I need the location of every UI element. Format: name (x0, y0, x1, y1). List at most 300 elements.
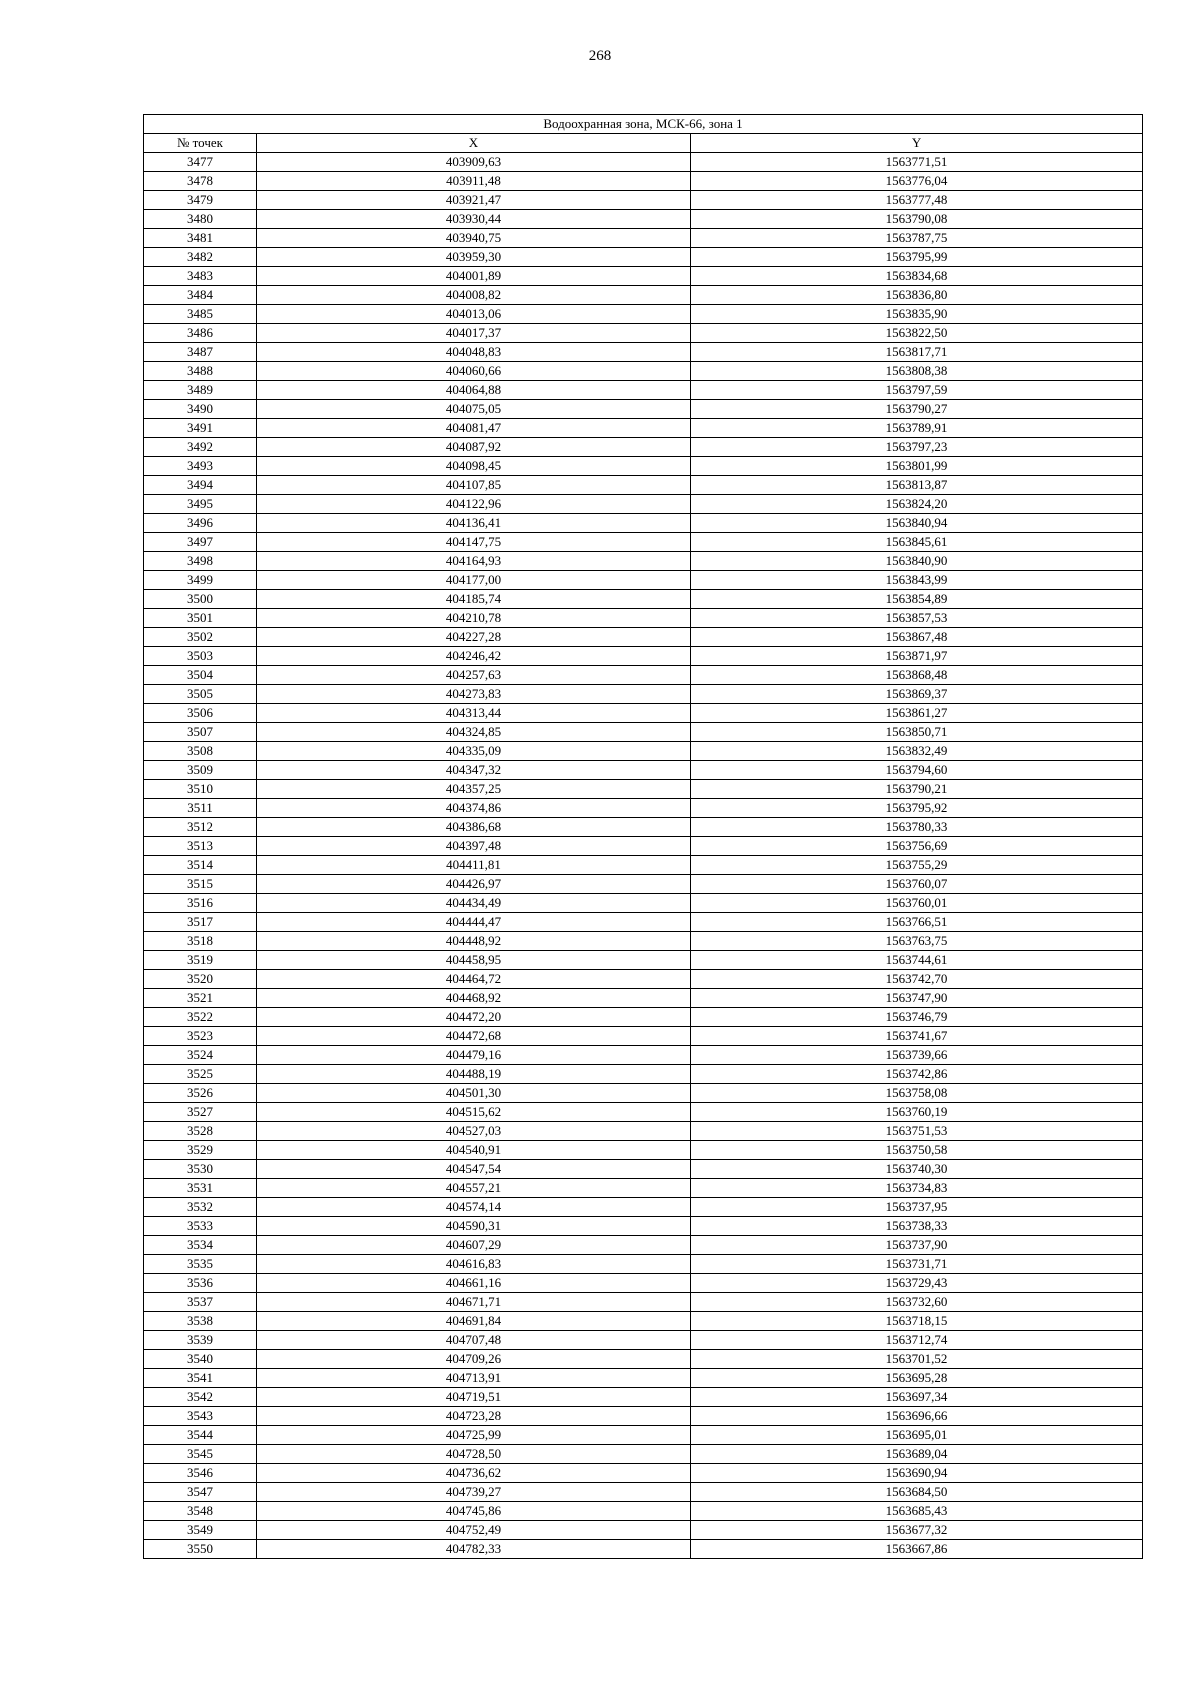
cell-y: 1563697,34 (691, 1388, 1143, 1407)
column-header-x: X (257, 134, 691, 153)
cell-y: 1563732,60 (691, 1293, 1143, 1312)
table-row (144, 362, 1143, 381)
cell-x: 404087,92 (257, 438, 691, 457)
table-row (144, 229, 1143, 248)
cell-point-number: 3524 (144, 1046, 257, 1065)
table-title-row (144, 115, 1143, 134)
cell-y: 1563780,33 (691, 818, 1143, 837)
cell-y: 1563832,49 (691, 742, 1143, 761)
cell-point-number: 3485 (144, 305, 257, 324)
cell-point-number: 3507 (144, 723, 257, 742)
cell-x: 404147,75 (257, 533, 691, 552)
cell-x: 403959,30 (257, 248, 691, 267)
cell-y: 1563861,27 (691, 704, 1143, 723)
cell-point-number: 3533 (144, 1217, 257, 1236)
cell-y: 1563871,97 (691, 647, 1143, 666)
table-row (144, 666, 1143, 685)
cell-y: 1563794,60 (691, 761, 1143, 780)
cell-x: 404136,41 (257, 514, 691, 533)
cell-point-number: 3512 (144, 818, 257, 837)
cell-x: 404458,95 (257, 951, 691, 970)
table-row (144, 1065, 1143, 1084)
cell-point-number: 3547 (144, 1483, 257, 1502)
cell-y: 1563850,71 (691, 723, 1143, 742)
table-row (144, 1293, 1143, 1312)
cell-x: 404472,68 (257, 1027, 691, 1046)
cell-point-number: 3479 (144, 191, 257, 210)
cell-y: 1563822,50 (691, 324, 1143, 343)
cell-x: 404227,28 (257, 628, 691, 647)
cell-y: 1563845,61 (691, 533, 1143, 552)
cell-x: 404464,72 (257, 970, 691, 989)
cell-point-number: 3477 (144, 153, 257, 172)
cell-y: 1563758,08 (691, 1084, 1143, 1103)
table-row (144, 932, 1143, 951)
cell-point-number: 3543 (144, 1407, 257, 1426)
cell-point-number: 3504 (144, 666, 257, 685)
cell-point-number: 3550 (144, 1540, 257, 1559)
cell-y: 1563835,90 (691, 305, 1143, 324)
table-row (144, 1122, 1143, 1141)
table-row (144, 1084, 1143, 1103)
cell-x: 404060,66 (257, 362, 691, 381)
table-row (144, 1046, 1143, 1065)
cell-y: 1563755,29 (691, 856, 1143, 875)
cell-x: 404122,96 (257, 495, 691, 514)
cell-x: 404397,48 (257, 837, 691, 856)
cell-point-number: 3505 (144, 685, 257, 704)
cell-point-number: 3532 (144, 1198, 257, 1217)
cell-point-number: 3523 (144, 1027, 257, 1046)
table-row (144, 1369, 1143, 1388)
cell-point-number: 3542 (144, 1388, 257, 1407)
cell-y: 1563808,38 (691, 362, 1143, 381)
cell-point-number: 3495 (144, 495, 257, 514)
cell-y: 1563797,59 (691, 381, 1143, 400)
cell-y: 1563756,69 (691, 837, 1143, 856)
table-row (144, 1312, 1143, 1331)
cell-x: 404745,86 (257, 1502, 691, 1521)
cell-point-number: 3480 (144, 210, 257, 229)
cell-x: 404210,78 (257, 609, 691, 628)
table-row (144, 1521, 1143, 1540)
cell-y: 1563751,53 (691, 1122, 1143, 1141)
cell-x: 404017,37 (257, 324, 691, 343)
cell-x: 404752,49 (257, 1521, 691, 1540)
table-row (144, 1008, 1143, 1027)
table-row (144, 1141, 1143, 1160)
table-row (144, 267, 1143, 286)
cell-y: 1563867,48 (691, 628, 1143, 647)
cell-x: 404590,31 (257, 1217, 691, 1236)
cell-x: 404444,47 (257, 913, 691, 932)
cell-point-number: 3488 (144, 362, 257, 381)
cell-x: 404324,85 (257, 723, 691, 742)
cell-point-number: 3546 (144, 1464, 257, 1483)
table-row (144, 1350, 1143, 1369)
table-row (144, 590, 1143, 609)
cell-y: 1563801,99 (691, 457, 1143, 476)
table-row (144, 780, 1143, 799)
table-row (144, 552, 1143, 571)
table-title: Водоохранная зона, МСК-66, зона 1 (144, 115, 1143, 134)
table-row (144, 400, 1143, 419)
cell-point-number: 3518 (144, 932, 257, 951)
table-row (144, 1388, 1143, 1407)
cell-point-number: 3482 (144, 248, 257, 267)
cell-y: 1563701,52 (691, 1350, 1143, 1369)
table-header-row (144, 134, 1143, 153)
table-row (144, 1502, 1143, 1521)
cell-point-number: 3521 (144, 989, 257, 1008)
cell-x: 404707,48 (257, 1331, 691, 1350)
cell-y: 1563840,90 (691, 552, 1143, 571)
cell-x: 404728,50 (257, 1445, 691, 1464)
cell-point-number: 3496 (144, 514, 257, 533)
cell-point-number: 3490 (144, 400, 257, 419)
cell-point-number: 3516 (144, 894, 257, 913)
cell-y: 1563737,95 (691, 1198, 1143, 1217)
cell-y: 1563789,91 (691, 419, 1143, 438)
cell-y: 1563843,99 (691, 571, 1143, 590)
cell-x: 404713,91 (257, 1369, 691, 1388)
cell-x: 404540,91 (257, 1141, 691, 1160)
cell-x: 404547,54 (257, 1160, 691, 1179)
table-row (144, 1198, 1143, 1217)
cell-y: 1563696,66 (691, 1407, 1143, 1426)
cell-x: 404691,84 (257, 1312, 691, 1331)
table-row (144, 305, 1143, 324)
cell-x: 404246,42 (257, 647, 691, 666)
table-row (144, 1445, 1143, 1464)
table-row (144, 1217, 1143, 1236)
cell-x: 404719,51 (257, 1388, 691, 1407)
cell-x: 404574,14 (257, 1198, 691, 1217)
table-row (144, 495, 1143, 514)
cell-point-number: 3517 (144, 913, 257, 932)
cell-y: 1563766,51 (691, 913, 1143, 932)
cell-point-number: 3529 (144, 1141, 257, 1160)
cell-x: 404008,82 (257, 286, 691, 305)
table-row (144, 1274, 1143, 1293)
cell-x: 404081,47 (257, 419, 691, 438)
cell-point-number: 3531 (144, 1179, 257, 1198)
cell-point-number: 3491 (144, 419, 257, 438)
cell-point-number: 3536 (144, 1274, 257, 1293)
cell-y: 1563813,87 (691, 476, 1143, 495)
cell-x: 403909,63 (257, 153, 691, 172)
cell-y: 1563771,51 (691, 153, 1143, 172)
table-row (144, 799, 1143, 818)
table-row (144, 1331, 1143, 1350)
cell-y: 1563689,04 (691, 1445, 1143, 1464)
cell-point-number: 3506 (144, 704, 257, 723)
cell-y: 1563685,43 (691, 1502, 1143, 1521)
cell-point-number: 3484 (144, 286, 257, 305)
column-header-y: Y (691, 134, 1143, 153)
cell-x: 403940,75 (257, 229, 691, 248)
cell-y: 1563739,66 (691, 1046, 1143, 1065)
cell-y: 1563776,04 (691, 172, 1143, 191)
cell-y: 1563712,74 (691, 1331, 1143, 1350)
table-row (144, 172, 1143, 191)
cell-y: 1563790,27 (691, 400, 1143, 419)
table-row (144, 894, 1143, 913)
cell-y: 1563797,23 (691, 438, 1143, 457)
cell-y: 1563790,08 (691, 210, 1143, 229)
cell-y: 1563741,67 (691, 1027, 1143, 1046)
table-body (144, 153, 1143, 1559)
cell-x: 404479,16 (257, 1046, 691, 1065)
table-row (144, 875, 1143, 894)
cell-x: 404374,86 (257, 799, 691, 818)
table-row (144, 419, 1143, 438)
cell-x: 404709,26 (257, 1350, 691, 1369)
table-row (144, 248, 1143, 267)
cell-y: 1563795,92 (691, 799, 1143, 818)
cell-x: 404075,05 (257, 400, 691, 419)
cell-y: 1563746,79 (691, 1008, 1143, 1027)
cell-point-number: 3514 (144, 856, 257, 875)
table-row (144, 761, 1143, 780)
cell-y: 1563740,30 (691, 1160, 1143, 1179)
cell-y: 1563840,94 (691, 514, 1143, 533)
cell-x: 404527,03 (257, 1122, 691, 1141)
table-row (144, 951, 1143, 970)
cell-point-number: 3549 (144, 1521, 257, 1540)
cell-x: 404064,88 (257, 381, 691, 400)
cell-y: 1563695,28 (691, 1369, 1143, 1388)
cell-x: 404557,21 (257, 1179, 691, 1198)
cell-y: 1563763,75 (691, 932, 1143, 951)
cell-point-number: 3501 (144, 609, 257, 628)
cell-y: 1563742,70 (691, 970, 1143, 989)
cell-x: 404607,29 (257, 1236, 691, 1255)
table-row (144, 191, 1143, 210)
cell-point-number: 3489 (144, 381, 257, 400)
cell-y: 1563760,19 (691, 1103, 1143, 1122)
table-row (144, 1236, 1143, 1255)
cell-x: 404616,83 (257, 1255, 691, 1274)
table-row (144, 343, 1143, 362)
cell-y: 1563760,01 (691, 894, 1143, 913)
cell-x: 404448,92 (257, 932, 691, 951)
cell-y: 1563684,50 (691, 1483, 1143, 1502)
table-row (144, 647, 1143, 666)
cell-point-number: 3525 (144, 1065, 257, 1084)
cell-point-number: 3492 (144, 438, 257, 457)
table-row (144, 153, 1143, 172)
table-row (144, 609, 1143, 628)
cell-point-number: 3538 (144, 1312, 257, 1331)
cell-y: 1563718,15 (691, 1312, 1143, 1331)
cell-x: 404257,63 (257, 666, 691, 685)
table-row (144, 837, 1143, 856)
table-row (144, 723, 1143, 742)
table-row (144, 457, 1143, 476)
cell-y: 1563824,20 (691, 495, 1143, 514)
cell-y: 1563729,43 (691, 1274, 1143, 1293)
cell-y: 1563742,86 (691, 1065, 1143, 1084)
cell-x: 403921,47 (257, 191, 691, 210)
table-row (144, 628, 1143, 647)
table-row (144, 1407, 1143, 1426)
cell-x: 404177,00 (257, 571, 691, 590)
cell-point-number: 3483 (144, 267, 257, 286)
cell-x: 404515,62 (257, 1103, 691, 1122)
cell-y: 1563795,99 (691, 248, 1143, 267)
cell-point-number: 3502 (144, 628, 257, 647)
cell-point-number: 3508 (144, 742, 257, 761)
cell-x: 404185,74 (257, 590, 691, 609)
cell-point-number: 3539 (144, 1331, 257, 1350)
table-row (144, 1426, 1143, 1445)
cell-x: 404013,06 (257, 305, 691, 324)
cell-y: 1563667,86 (691, 1540, 1143, 1559)
cell-x: 404347,32 (257, 761, 691, 780)
cell-point-number: 3478 (144, 172, 257, 191)
cell-point-number: 3510 (144, 780, 257, 799)
cell-point-number: 3498 (144, 552, 257, 571)
cell-point-number: 3515 (144, 875, 257, 894)
cell-y: 1563869,37 (691, 685, 1143, 704)
cell-x: 404434,49 (257, 894, 691, 913)
cell-x: 404098,45 (257, 457, 691, 476)
cell-x: 404335,09 (257, 742, 691, 761)
table-row (144, 210, 1143, 229)
table-row (144, 1179, 1143, 1198)
cell-point-number: 3513 (144, 837, 257, 856)
cell-y: 1563738,33 (691, 1217, 1143, 1236)
table-row (144, 704, 1143, 723)
table-row (144, 1540, 1143, 1559)
cell-x: 404725,99 (257, 1426, 691, 1445)
cell-point-number: 3519 (144, 951, 257, 970)
cell-point-number: 3526 (144, 1084, 257, 1103)
cell-x: 404164,93 (257, 552, 691, 571)
cell-point-number: 3535 (144, 1255, 257, 1274)
table-row (144, 1103, 1143, 1122)
cell-x: 404107,85 (257, 476, 691, 495)
cell-y: 1563817,71 (691, 343, 1143, 362)
cell-point-number: 3497 (144, 533, 257, 552)
cell-x: 403911,48 (257, 172, 691, 191)
cell-point-number: 3540 (144, 1350, 257, 1369)
cell-point-number: 3493 (144, 457, 257, 476)
cell-point-number: 3494 (144, 476, 257, 495)
cell-point-number: 3522 (144, 1008, 257, 1027)
cell-y: 1563731,71 (691, 1255, 1143, 1274)
cell-y: 1563750,58 (691, 1141, 1143, 1160)
cell-x: 404472,20 (257, 1008, 691, 1027)
cell-y: 1563787,75 (691, 229, 1143, 248)
cell-x: 404273,83 (257, 685, 691, 704)
cell-point-number: 3548 (144, 1502, 257, 1521)
cell-y: 1563734,83 (691, 1179, 1143, 1198)
cell-y: 1563777,48 (691, 191, 1143, 210)
table-row (144, 533, 1143, 552)
table-row (144, 1255, 1143, 1274)
cell-point-number: 3537 (144, 1293, 257, 1312)
cell-point-number: 3527 (144, 1103, 257, 1122)
table-row (144, 324, 1143, 343)
cell-point-number: 3486 (144, 324, 257, 343)
cell-x: 404488,19 (257, 1065, 691, 1084)
cell-point-number: 3520 (144, 970, 257, 989)
cell-x: 404426,97 (257, 875, 691, 894)
cell-point-number: 3511 (144, 799, 257, 818)
cell-x: 404001,89 (257, 267, 691, 286)
table-row (144, 1483, 1143, 1502)
cell-x: 404723,28 (257, 1407, 691, 1426)
table-row (144, 685, 1143, 704)
cell-x: 404386,68 (257, 818, 691, 837)
table-row (144, 286, 1143, 305)
cell-point-number: 3528 (144, 1122, 257, 1141)
table-row (144, 438, 1143, 457)
cell-point-number: 3509 (144, 761, 257, 780)
cell-x: 404501,30 (257, 1084, 691, 1103)
coordinates-table (143, 114, 1143, 1559)
table-row (144, 970, 1143, 989)
table-row (144, 913, 1143, 932)
cell-point-number: 3541 (144, 1369, 257, 1388)
cell-point-number: 3544 (144, 1426, 257, 1445)
cell-point-number: 3545 (144, 1445, 257, 1464)
cell-x: 404661,16 (257, 1274, 691, 1293)
cell-point-number: 3500 (144, 590, 257, 609)
cell-point-number: 3487 (144, 343, 257, 362)
cell-y: 1563760,07 (691, 875, 1143, 894)
cell-y: 1563737,90 (691, 1236, 1143, 1255)
column-header-point-number: № точек (144, 134, 257, 153)
cell-y: 1563790,21 (691, 780, 1143, 799)
cell-y: 1563868,48 (691, 666, 1143, 685)
table-row (144, 476, 1143, 495)
cell-y: 1563677,32 (691, 1521, 1143, 1540)
cell-point-number: 3534 (144, 1236, 257, 1255)
cell-x: 404411,81 (257, 856, 691, 875)
cell-x: 404671,71 (257, 1293, 691, 1312)
cell-x: 404468,92 (257, 989, 691, 1008)
cell-x: 403930,44 (257, 210, 691, 229)
cell-x: 404739,27 (257, 1483, 691, 1502)
cell-y: 1563857,53 (691, 609, 1143, 628)
cell-point-number: 3530 (144, 1160, 257, 1179)
cell-x: 404048,83 (257, 343, 691, 362)
cell-x: 404782,33 (257, 1540, 691, 1559)
table-row (144, 1464, 1143, 1483)
cell-y: 1563744,61 (691, 951, 1143, 970)
cell-y: 1563695,01 (691, 1426, 1143, 1445)
page-number: 268 (588, 48, 612, 64)
table-row (144, 381, 1143, 400)
cell-point-number: 3481 (144, 229, 257, 248)
cell-x: 404736,62 (257, 1464, 691, 1483)
table-row (144, 818, 1143, 837)
cell-x: 404357,25 (257, 780, 691, 799)
cell-point-number: 3503 (144, 647, 257, 666)
table-row (144, 989, 1143, 1008)
cell-x: 404313,44 (257, 704, 691, 723)
table-row (144, 856, 1143, 875)
table-row (144, 1027, 1143, 1046)
cell-y: 1563834,68 (691, 267, 1143, 286)
cell-y: 1563747,90 (691, 989, 1143, 1008)
table-row (144, 1160, 1143, 1179)
table-row (144, 571, 1143, 590)
cell-point-number: 3499 (144, 571, 257, 590)
